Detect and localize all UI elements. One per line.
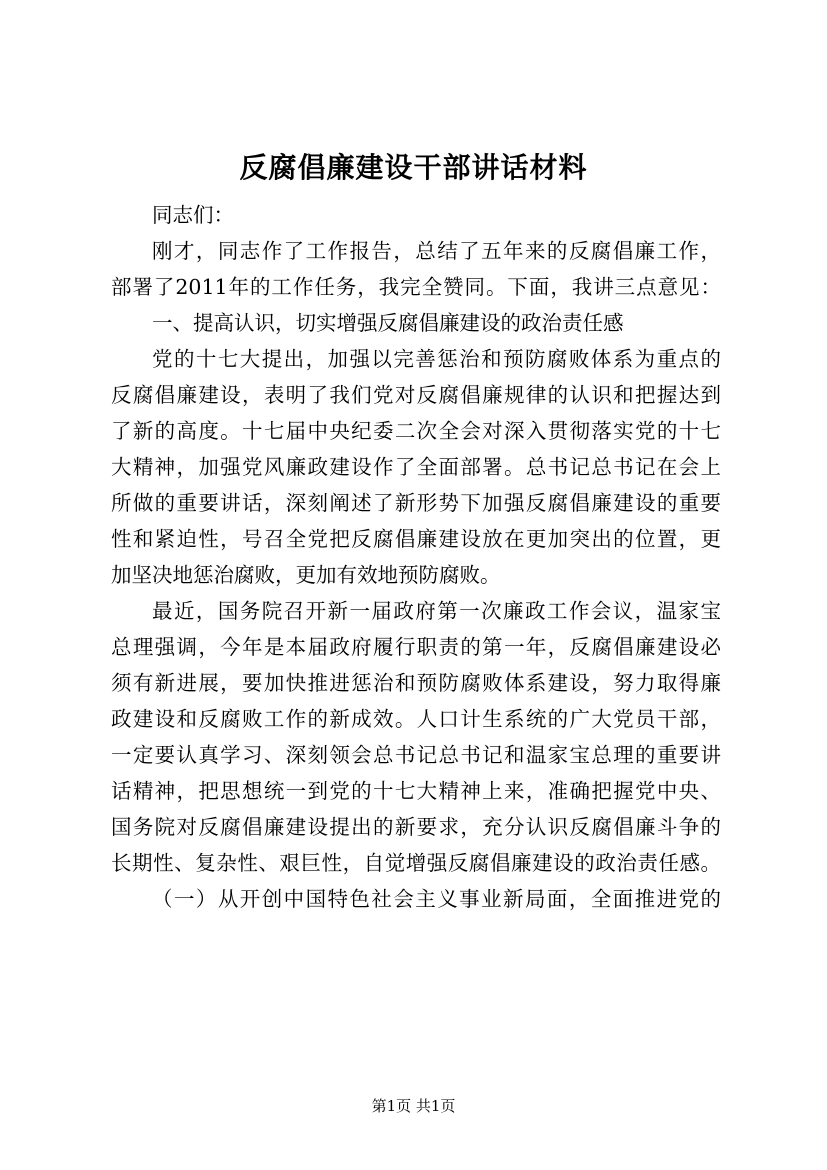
paragraph-line: 最近，国务院召开新一届政府第一次廉政工作会议，温家宝: [152, 599, 721, 623]
paragraph-line: 性和紧迫性，号召全党把反腐倡廉建设放在更加突出的位置，更: [111, 527, 721, 551]
paragraph-line: 反腐倡廉建设，表明了我们党对反腐倡廉规律的认识和把握达到: [111, 383, 721, 407]
document-title: 反腐倡廉建设干部讲话材料: [239, 151, 588, 184]
paragraph-line: 长期性、复杂性、艰巨性，自觉增强反腐倡廉建设的政治责任感。: [111, 851, 721, 875]
paragraph-line: 政建设和反腐败工作的新成效。人口计生系统的广大党员干部，: [111, 707, 721, 731]
paragraph-line: 话精神，把思想统一到党的十七大精神上来，准确把握党中央、: [111, 779, 721, 803]
page-number-footer: 第1页 共1页: [371, 1097, 456, 1115]
paragraph-line: 一定要认真学习、深刻领会总书记总书记和温家宝总理的重要讲: [111, 743, 721, 767]
paragraph-line: 所做的重要讲话，深刻阐述了新形势下加强反腐倡廉建设的重要: [111, 491, 721, 515]
paragraph-line: 部署了2011年的工作任务，我完全赞同。下面，我讲三点意见：: [111, 275, 721, 299]
paragraph-line: 刚才，同志作了工作报告，总结了五年来的反腐倡廉工作，: [152, 239, 721, 263]
document-body: [111, 197, 721, 917]
section-heading: 一、提高认识，切实增强反腐倡廉建设的政治责任感: [152, 311, 624, 335]
paragraph-line: 加坚决地惩治腐败，更加有效地预防腐败。: [111, 563, 501, 587]
paragraph-line: 了新的高度。十七届中央纪委二次全会对深入贯彻落实党的十七: [111, 419, 721, 443]
paragraph-line: 须有新进展，要加快推进惩治和预防腐败体系建设，努力取得廉: [111, 671, 721, 695]
subsection-heading: （一）从开创中国特色社会主义事业新局面，全面推进党的: [152, 887, 721, 911]
paragraph-line: 国务院对反腐倡廉建设提出的新要求，充分认识反腐倡廉斗争的: [111, 815, 721, 839]
paragraph-line: 党的十七大提出，加强以完善惩治和预防腐败体系为重点的: [152, 347, 721, 371]
salutation-line: 同志们：: [152, 203, 234, 227]
paragraph-line: 总理强调，今年是本届政府履行职责的第一年，反腐倡廉建设必: [111, 635, 721, 659]
paragraph-line: 大精神，加强党风廉政建设作了全面部署。总书记总书记在会上: [111, 455, 721, 479]
